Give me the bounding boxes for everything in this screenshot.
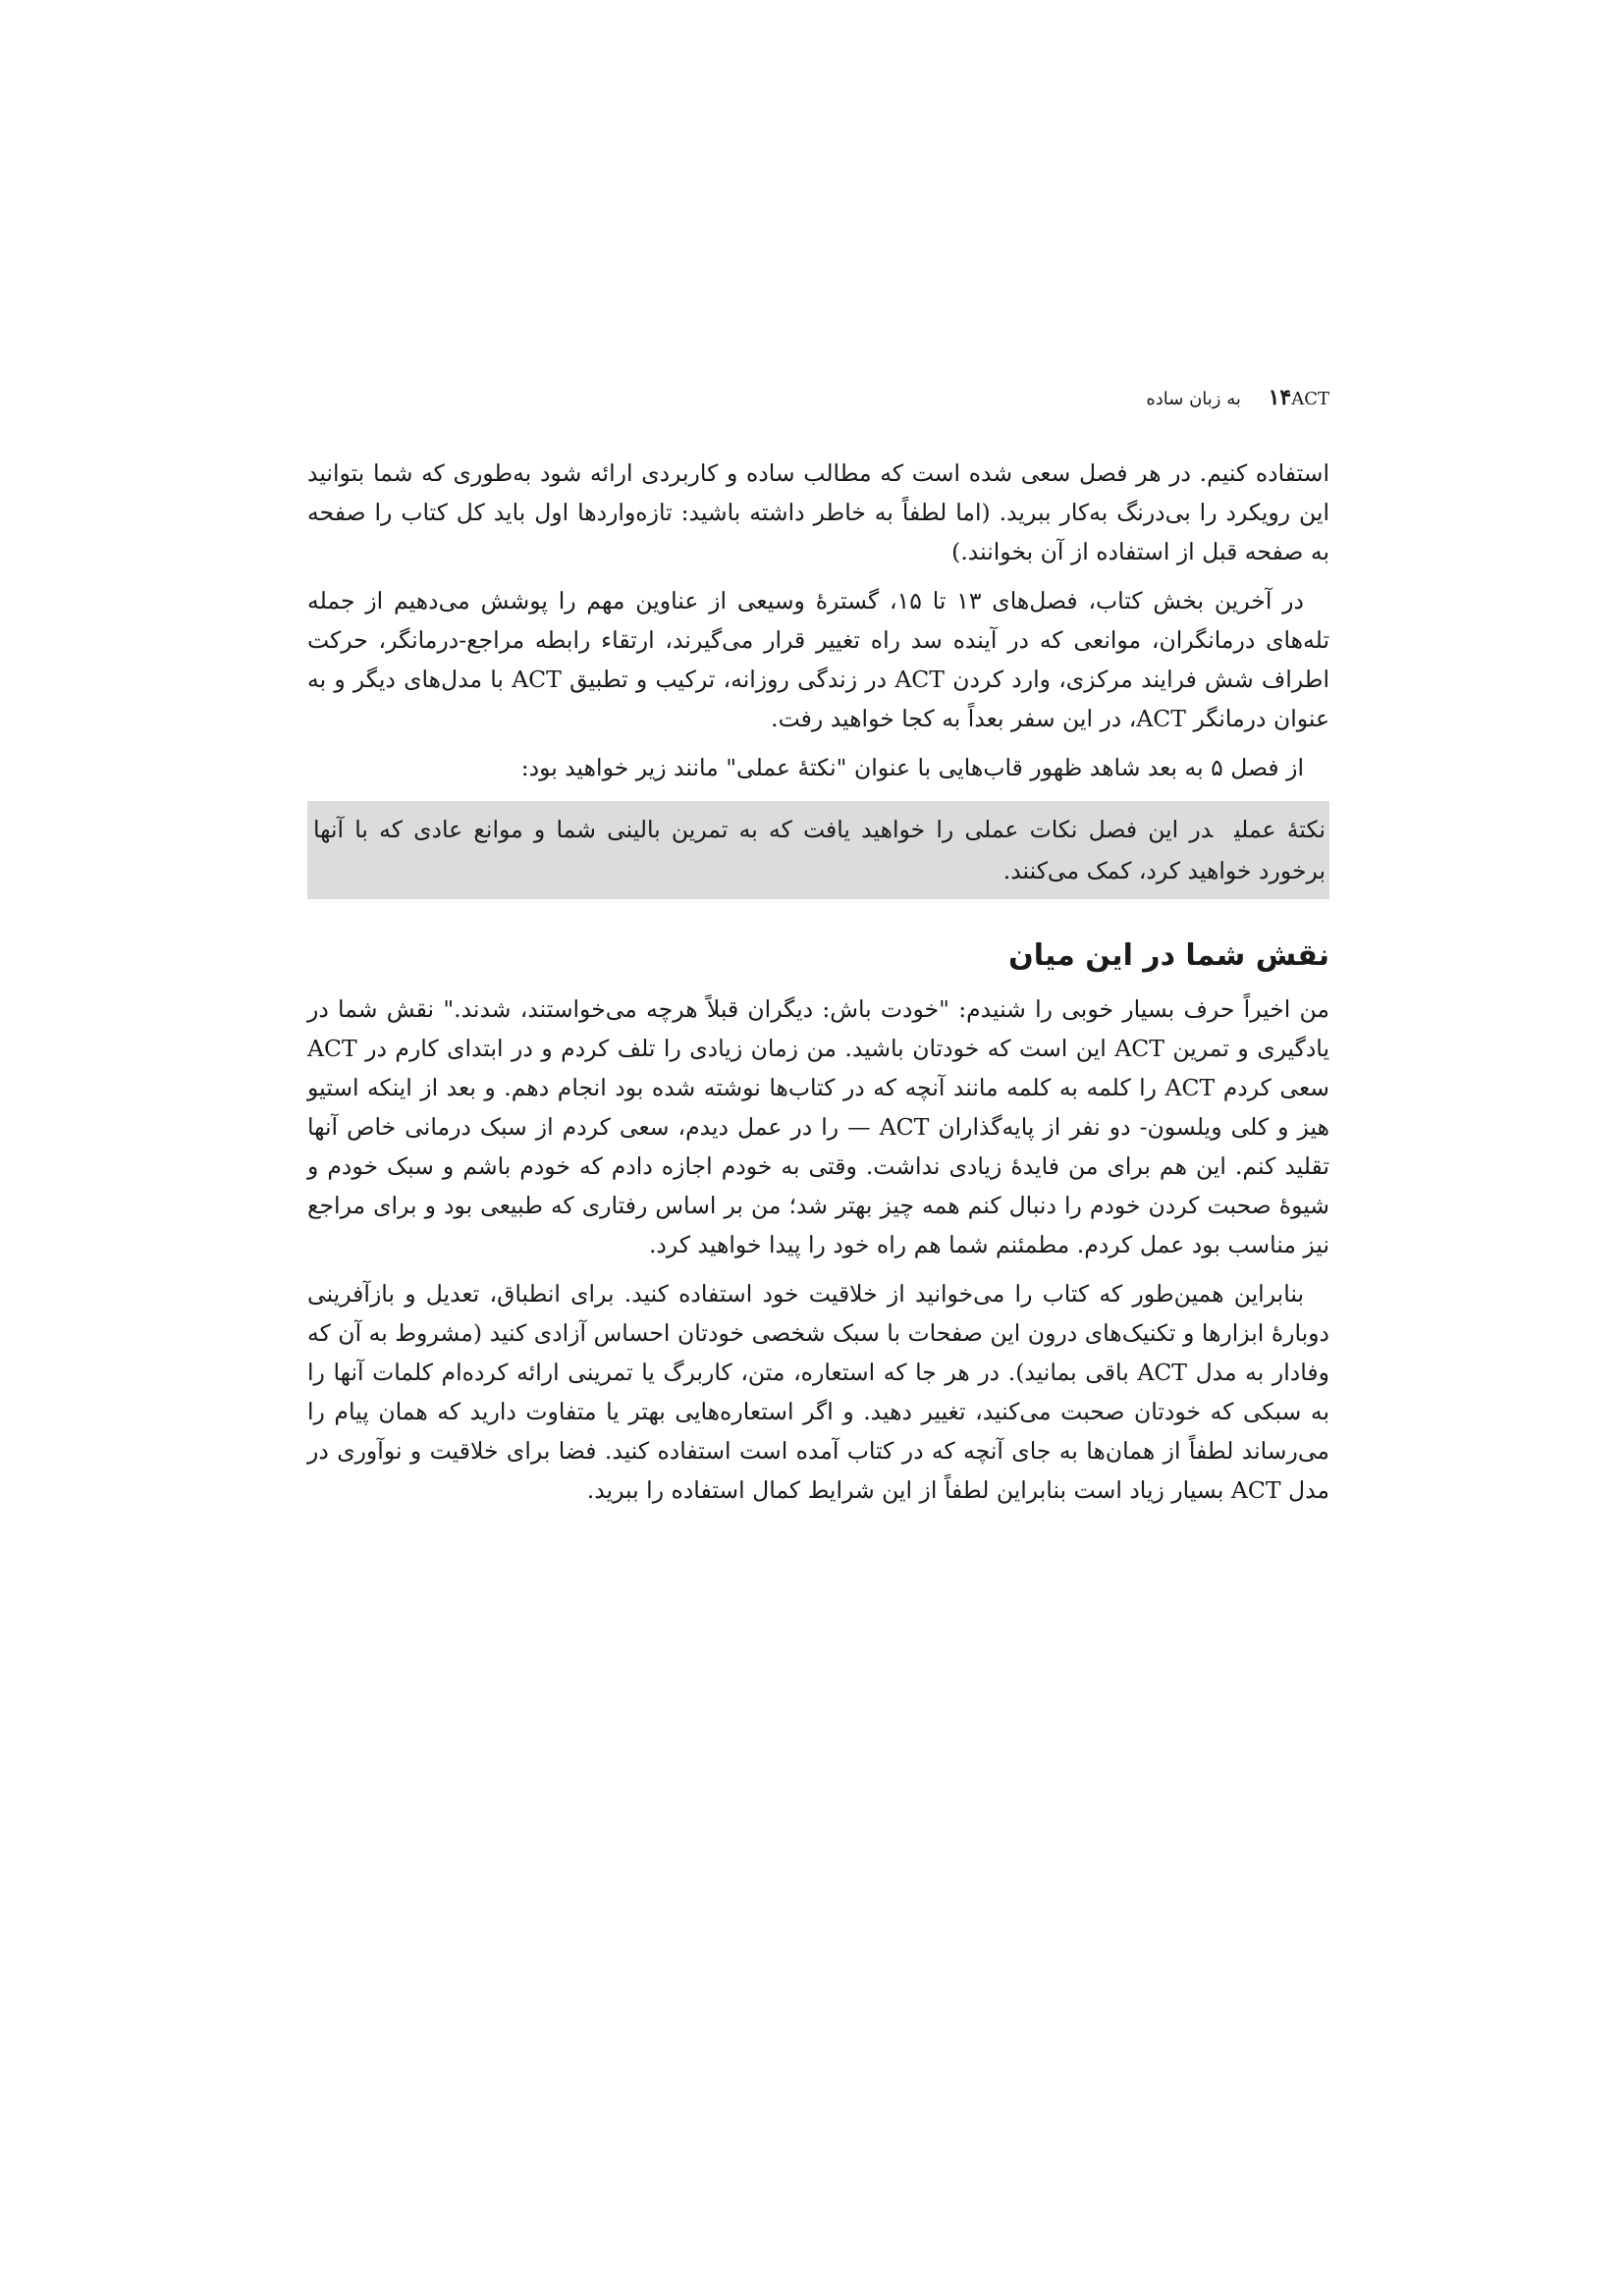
paragraph-intro-3: از فصل ۵ به بعد شاهد ظهور قاب‌هایی با عنوان "نکتهٔ عملی" مانند زیر خواهید بود: <box>520 754 1304 781</box>
section-paragraph-1: من اخیراً حرف بسیار خوبی را شنیدم: "خودت باش: دیگران قبلاً هرچه می‌خواستند، شدند." نقش شما در یادگیری و تمرین ACT این است که خودتان باشید. من زمان زیادی را تلف کردم و در ابتدای کارم در ACT سعی کردم ACT را کلمه به کلمه مانند آنچه که در کتاب‌ها نوشته شده بود انجام دهم. و بعد از اینکه استیو هیز و کلی ویلسون- دو نفر از پایه‌گذاران ACT — را در عمل دیدم، سعی کردم از سبک درمانی خاص آنها تقلید کنم. این هم برای من فایدهٔ زیادی نداشت. وقتی به خودم اجازه دادم که خودم باشم و سبک خودم و شیوهٔ صحبت کردن خودم را دنبال کنم همه چیز بهتر شد؛ من بر اساس رفتاری که طبیعی بود و برای مراجع نیز مناسب بود عمل کردم. مطمئنم شما هم راه خود را پیدا خواهید کرد. <box>307 995 1329 1258</box>
section-heading: نقش شما در این میان <box>1008 938 1329 973</box>
paragraph-intro-1: استفاده کنیم. در هر فصل سعی شده است که مطالب ساده و کاربردی ارائه شود به‌طوری که شما بتوانید این رویکرد را بی‌درنگ به‌کار ببرید. (اما لطفاً به خاطر داشته باشید: تازه‌واردها اول باید کل کتاب را صفحه به صفحه قبل از استفاده از آن بخوانند.) <box>307 459 1329 565</box>
paragraph-intro-2: در آخرین بخش کتاب، فصل‌های ۱۳ تا ۱۵، گسترهٔ وسیعی از عناوین مهم را پوشش می‌دهیم از جمله تله‌های درمانگران، موانعی که در آینده سد راه تغییر قرار می‌گیرند، ارتقاء رابطه مراجع-درمانگر، حرکت اطراف شش فرایند مرکزی، وارد کردن ACT در زندگی روزانه، ترکیب و تطبیق ACT با مدل‌های دیگر و به عنوان درمانگر ACT، در این سفر بعداً به کجا خواهید رفت. <box>307 587 1329 732</box>
book-page <box>307 0 1329 2296</box>
practical-tip-box <box>307 801 1329 899</box>
practical-tip-text: در این فصل نکات عملی را خواهید یافت که به تمرین بالینی شما و موانع عادی که با آنها برخورد خواهید کرد، کمک می‌کنند. <box>313 816 1326 884</box>
practical-tip-label: نکتهٔ عملی <box>1234 816 1326 843</box>
page-number: ۱۴ <box>1268 385 1292 410</box>
running-title: ACT به زبان ساده <box>1146 389 1329 409</box>
section-paragraph-2: بنابراین همین‌طور که کتاب را می‌خوانید از خلاقیت خود استفاده کنید. برای انطباق، تعدیل و بازآفرینی دوبارهٔ ابزارها و تکنیک‌های درون این صفحات با سبک شخصی خودتان احساس آزادی کنید (مشروط به آن که وفادار به مدل ACT باقی بمانید). در هر جا که استعاره، متن، کاربرگ یا تمرینی ارائه کرده‌ام کلمات آنها را به سبکی که خودتان صحبت می‌کنید، تغییر دهید. و اگر استعاره‌هایی بهتر یا متفاوت دارید که همان پیام را می‌رساند لطفاً از همان‌ها به جای آنچه که در کتاب آمده است استفاده کنید. فضا برای خلاقیت و نوآوری در مدل ACT بسیار زیاد است بنابراین لطفاً از این شرایط کمال استفاده را ببرید. <box>307 1280 1329 1504</box>
running-header <box>307 383 1329 412</box>
page-body <box>307 454 1329 1520</box>
